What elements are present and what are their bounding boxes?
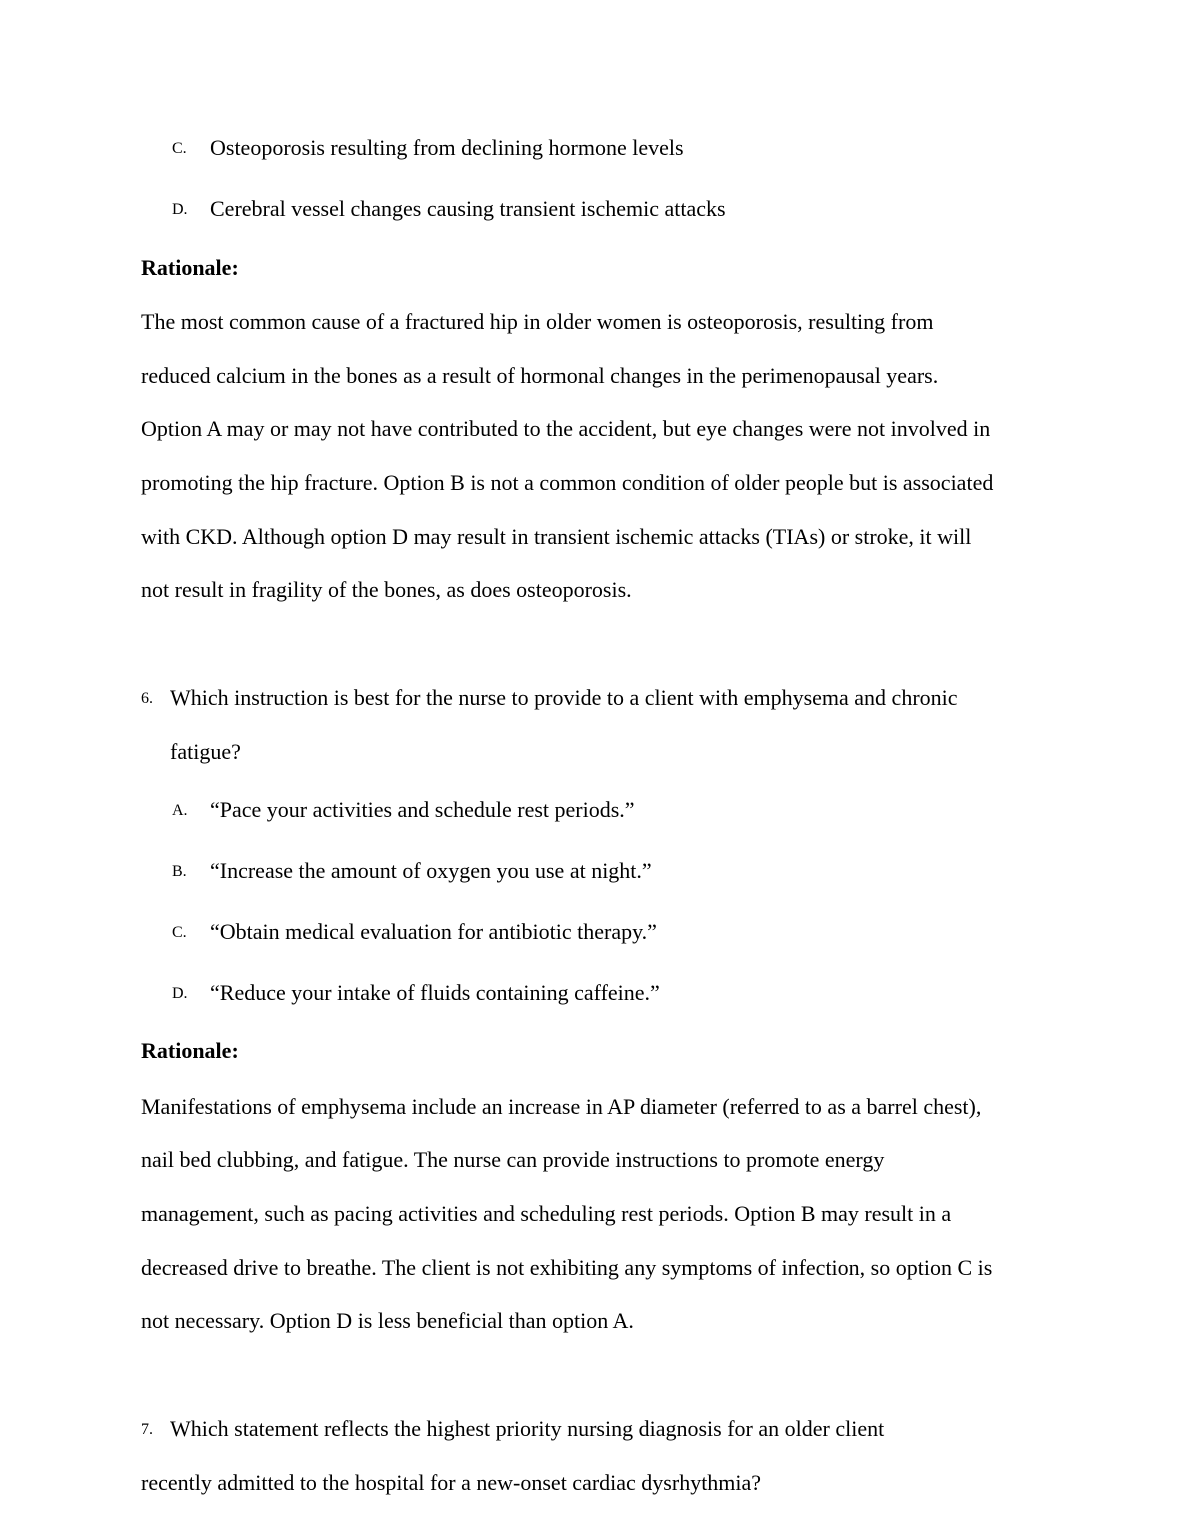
rationale-line: promoting the hip fracture. Option B is not a common condition of older people but is associated <box>141 470 994 495</box>
question-text: Which statement reflects the highest priority nursing diagnosis for an older client <box>170 1416 885 1441</box>
question-number: 7. <box>141 1421 153 1438</box>
option-letter: B. <box>172 863 187 880</box>
rationale-heading: Rationale: <box>141 255 239 280</box>
question-text: recently admitted to the hospital for a new-onset cardiac dysrhythmia? <box>141 1470 762 1495</box>
option-text: “Reduce your intake of fluids containing caffeine.” <box>210 980 660 1005</box>
option-letter: C. <box>172 924 187 941</box>
rationale-line: reduced calcium in the bones as a result of hormonal changes in the perimenopausal years. <box>141 363 939 388</box>
rationale-line: with CKD. Although option D may result in transient ischemic attacks (TIAs) or stroke, it will <box>141 524 972 549</box>
option-letter: D. <box>172 985 188 1002</box>
rationale-line: Option A may or may not have contributed to the accident, but eye changes were not involved in <box>141 416 991 441</box>
option-text: “Increase the amount of oxygen you use at night.” <box>210 858 652 883</box>
option-text: Osteoporosis resulting from declining hormone levels <box>210 135 684 160</box>
rationale-heading: Rationale: <box>141 1038 239 1063</box>
option-text: Cerebral vessel changes causing transient ischemic attacks <box>210 196 726 221</box>
option-text: “Pace your activities and schedule rest periods.” <box>210 797 635 822</box>
rationale-line: The most common cause of a fractured hip in older women is osteoporosis, resulting from <box>141 309 934 334</box>
option-letter: C. <box>172 140 187 157</box>
option-letter: A. <box>172 802 188 819</box>
option-letter: D. <box>172 201 188 218</box>
rationale-line: decreased drive to breathe. The client is not exhibiting any symptoms of infection, so option C is <box>141 1255 993 1280</box>
rationale-line: not necessary. Option D is less beneficial than option A. <box>141 1308 634 1333</box>
question-number: 6. <box>141 690 153 707</box>
question-text: Which instruction is best for the nurse to provide to a client with emphysema and chronic <box>170 685 958 710</box>
rationale-line: management, such as pacing activities and scheduling rest periods. Option B may result in a <box>141 1201 952 1226</box>
rationale-line: nail bed clubbing, and fatigue. The nurse can provide instructions to promote energy <box>141 1147 885 1172</box>
question-text: fatigue? <box>170 739 241 764</box>
rationale-line: not result in fragility of the bones, as does osteoporosis. <box>141 577 632 602</box>
option-text: “Obtain medical evaluation for antibiotic therapy.” <box>210 919 657 944</box>
rationale-line: Manifestations of emphysema include an increase in AP diameter (referred to as a barrel chest), <box>141 1094 982 1119</box>
